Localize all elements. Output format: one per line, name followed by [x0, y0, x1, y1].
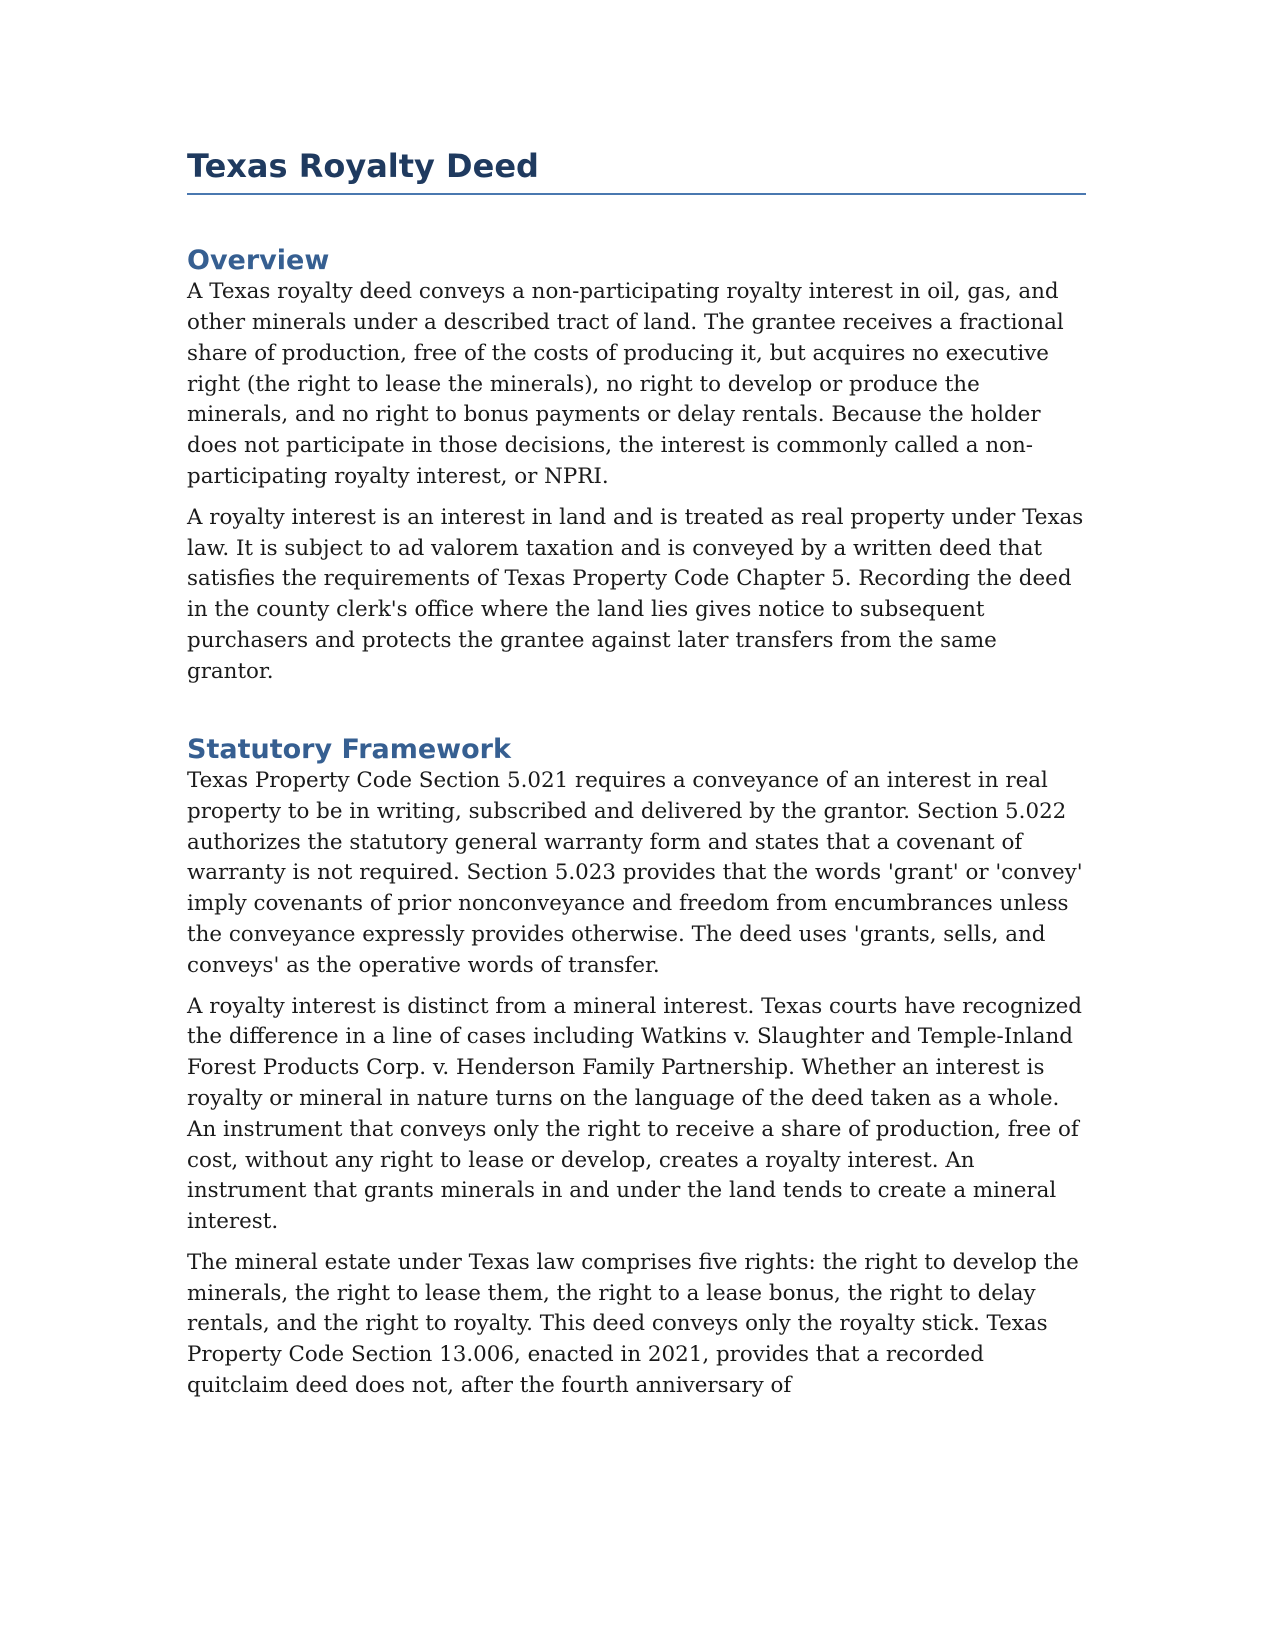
paragraph: A Texas royalty deed conveys a non-participating royalty interest in oil, gas, and other minerals under a described tract of land. The grantee receives a fractional share of production, free of the costs of producing it, but acquires no executive right (the right to lease the minerals), no right to develop or produce the minerals, and no right to bonus payments or delay rentals. Because the holder does not participate in those decisions, the interest is commonly called a non-participating royalty interest, or NPRI. — [187, 279, 1064, 489]
section-heading: Overview — [187, 244, 330, 276]
section-statutory-framework — [187, 734, 1086, 1402]
paragraph: A royalty interest is distinct from a mineral interest. Texas courts have recognized the difference in a line of cases including Watkins v. Slaughter and Temple-Inland Forest Products Corp. v. Henderson Family Partnership. Whether an interest is royalty or mineral in nature turns on the language of the deed taken as a whole. An instrument that conveys only the right to receive a share of production, free of cost, without any right to lease or develop, creates a royalty interest. An instrument that grants minerals in and under the land tends to create a mineral interest. — [187, 993, 1082, 1235]
section-overview — [187, 245, 1086, 688]
paragraph: The mineral estate under Texas law comprises five rights: the right to develop the minerals, the right to lease them, the right to a lease bonus, the right to delay rentals, and the right to royalty. This deed conveys only the royalty stick. Texas Property Code Section 13.006, enacted in 2021, provides that a recorded quitclaim deed does not, after the fourth anniversary of — [187, 1249, 1079, 1399]
section-heading: Statutory Framework — [187, 733, 511, 765]
paragraph: Texas Property Code Section 5.021 requires a conveyance of an interest in real property to be in writing, subscribed and delivered by the grantor. Section 5.022 authorizes the statutory general warranty form and states that a covenant of warranty is not required. Section 5.023 provides that the words 'grant' or 'convey' imply covenants of prior nonconveyance and freedom from encumbrances unless the conveyance expressly provides otherwise. The deed uses 'grants, sells, and conveys' as the operative words of transfer. — [187, 767, 1083, 978]
document-page — [187, 148, 1086, 1402]
paragraph: A royalty interest is an interest in land and is treated as real property under Texas law. It is subject to ad valorem taxation and is conveyed by a written deed that satisfies the requirements of Texas Property Code Chapter 5. Recording the deed in the county clerk's office where the land lies gives notice to subsequent purchasers and protects the grantee against later transfers from the same grantor. — [187, 504, 1084, 684]
document-title: Texas Royalty Deed — [187, 148, 1086, 195]
